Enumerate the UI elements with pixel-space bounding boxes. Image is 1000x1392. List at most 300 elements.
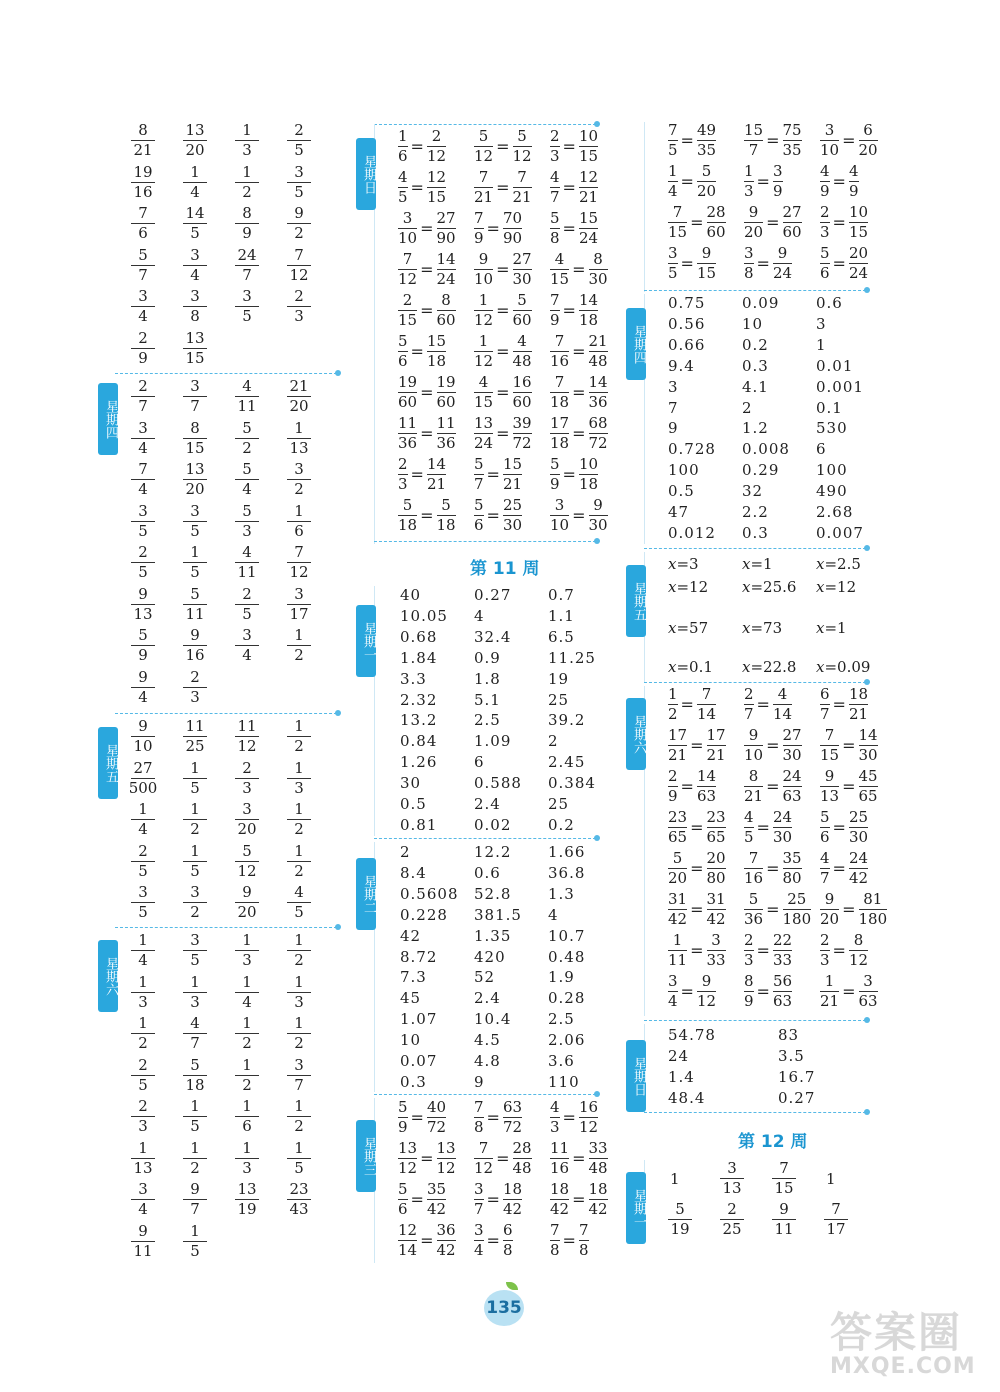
denominator: 2	[668, 705, 678, 724]
equivalent-fraction-equation	[398, 251, 456, 288]
watermark-url: MXQE.COM	[830, 1354, 976, 1379]
numerator: 56	[772, 972, 793, 990]
denominator: 9	[668, 787, 678, 806]
denominator: 18	[550, 434, 570, 453]
denominator: 2	[294, 1117, 304, 1136]
denominator: 12	[426, 147, 447, 166]
section-divider	[374, 1094, 596, 1095]
numerator: 1	[824, 972, 835, 990]
numerator: 9	[701, 244, 712, 262]
fraction	[773, 245, 792, 282]
denominator: 36	[398, 434, 418, 453]
numerator: 19	[436, 373, 456, 391]
fraction	[697, 163, 716, 200]
left-thu-fraction	[235, 544, 259, 581]
equals-sign: =	[766, 859, 780, 879]
numerator: 8	[190, 418, 200, 437]
answer-value: 4.8	[474, 1052, 501, 1070]
equals-sign: =	[756, 941, 770, 961]
equivalent-fraction-equation	[550, 374, 608, 411]
denominator: 30	[588, 270, 608, 289]
fraction	[707, 204, 726, 241]
denominator: 12	[289, 265, 309, 284]
denominator: 2	[294, 861, 304, 880]
equals-sign: =	[750, 578, 764, 596]
equivalent-fraction-equation	[820, 245, 868, 282]
answer-value: 100	[816, 461, 848, 480]
equivalent-fraction-equation	[820, 932, 868, 969]
fraction	[503, 1181, 522, 1218]
numerator: 14	[185, 204, 205, 222]
numerator: 7	[402, 250, 413, 268]
fraction	[550, 497, 569, 534]
denominator: 5	[242, 307, 252, 326]
denominator: 5	[294, 1158, 304, 1177]
left-fri-fraction	[131, 843, 155, 880]
weekday-tab-sun: 星期日	[626, 1040, 646, 1112]
fraction	[744, 245, 754, 282]
denominator: 65	[858, 787, 878, 806]
variable-x: x	[668, 658, 677, 676]
variable-x: x	[742, 578, 751, 596]
equivalent-fraction-equation	[550, 1099, 598, 1136]
numerator: 4	[848, 162, 859, 180]
weekday-tab-thu: 星期四	[626, 308, 646, 380]
numerator: 3	[190, 245, 200, 264]
left-thu-fraction	[287, 420, 311, 457]
fraction	[849, 245, 868, 282]
denominator: 36	[744, 910, 764, 929]
fraction	[503, 497, 522, 534]
numerator: 35	[782, 849, 802, 867]
equals-sign: =	[824, 555, 838, 573]
fraction	[513, 1140, 532, 1177]
denominator: 15	[578, 147, 599, 166]
left-top-fraction	[235, 164, 259, 201]
equivalent-fraction-equation	[668, 973, 716, 1010]
numerator: 4	[190, 1014, 200, 1032]
left-fri-fraction	[235, 801, 259, 838]
weekday-tab-tue: 星期二	[356, 858, 376, 930]
numerator: 1	[294, 717, 304, 735]
numerator: 7	[294, 543, 304, 561]
equivalent-fraction-equation	[820, 122, 878, 159]
denominator: 5	[190, 951, 200, 970]
left-sat-fraction	[235, 932, 259, 969]
denominator: 6	[242, 1117, 252, 1136]
fraction	[550, 128, 560, 165]
numerator: 5	[517, 127, 527, 145]
denominator: 5	[190, 778, 200, 797]
numerator: 3	[242, 287, 252, 305]
left-top-fraction	[131, 247, 155, 284]
denominator: 5	[744, 828, 754, 847]
denominator: 9	[138, 646, 148, 665]
denominator: 17	[826, 1220, 846, 1239]
numerator: 7	[672, 203, 683, 221]
x-equation	[816, 555, 861, 573]
denominator: 6	[820, 264, 830, 283]
left-thu-fraction	[131, 544, 155, 581]
left-sat-fraction	[235, 1098, 259, 1135]
numerator: 68	[588, 414, 608, 432]
numerator: 36	[436, 1221, 456, 1239]
denominator: 14	[696, 705, 717, 724]
denominator: 7	[190, 1200, 200, 1219]
numerator: 1	[242, 1138, 252, 1157]
denominator: 4	[668, 992, 678, 1011]
solution-value: 1	[837, 619, 847, 637]
denominator: 9	[474, 229, 484, 248]
week12-fraction	[668, 1201, 692, 1238]
solution-value: 25.6	[763, 578, 797, 596]
answer-value: 0.3	[400, 1072, 427, 1091]
fraction	[849, 932, 868, 969]
numerator: 8	[593, 250, 603, 268]
numerator: 5	[701, 162, 712, 180]
denominator: 7	[138, 265, 148, 284]
equivalent-fraction-equation	[668, 932, 726, 969]
numerator: 2	[744, 931, 754, 949]
equals-sign: =	[420, 219, 434, 239]
numerator: 13	[185, 328, 205, 347]
equals-sign: =	[410, 178, 424, 198]
numerator: 12	[426, 168, 447, 186]
numerator: 1	[242, 931, 252, 949]
numerator: 3	[402, 209, 413, 227]
left-fri-fraction	[235, 884, 259, 921]
numerator: 3	[727, 1159, 737, 1177]
equivalent-fraction-equation	[550, 210, 598, 247]
denominator: 48	[588, 1159, 608, 1178]
equals-sign: =	[410, 1108, 424, 1128]
fraction	[589, 1181, 608, 1218]
numerator: 1	[190, 1221, 200, 1240]
denominator: 3	[242, 951, 252, 970]
numerator: 7	[748, 849, 759, 867]
answer-value: 4	[548, 905, 559, 924]
equals-sign: =	[750, 555, 764, 573]
equivalent-fraction-equation	[744, 850, 802, 887]
numerator: 5	[441, 496, 451, 514]
fraction	[427, 1099, 446, 1136]
numerator: 1	[294, 931, 304, 949]
fraction	[707, 809, 726, 846]
denominator: 30	[848, 828, 869, 847]
left-sat-fraction	[183, 974, 207, 1011]
numerator: 1	[478, 332, 489, 350]
numerator: 2	[727, 1200, 737, 1218]
fraction	[849, 686, 868, 723]
numerator: 70	[502, 209, 523, 227]
denominator: 12	[436, 1159, 456, 1178]
numerator: 2	[138, 543, 148, 561]
denominator: 80	[706, 869, 726, 888]
denominator: 42	[588, 1200, 608, 1219]
numerator: 27	[436, 209, 456, 227]
equivalent-fraction-equation	[820, 973, 878, 1010]
denominator: 3	[138, 1117, 148, 1136]
denominator: 21	[668, 746, 688, 765]
answer-value: 9	[474, 1072, 485, 1091]
denominator: 8	[744, 264, 754, 283]
equivalent-fraction-equation	[744, 768, 802, 805]
equals-sign: =	[766, 900, 780, 920]
equivalent-fraction-equation	[668, 727, 726, 764]
fraction	[427, 128, 446, 165]
answer-value: 47	[668, 503, 690, 521]
fraction	[820, 163, 830, 200]
fraction	[744, 850, 763, 887]
equivalent-fraction-equation	[744, 973, 792, 1010]
equivalent-fraction-equation	[474, 128, 532, 165]
equals-sign: =	[572, 383, 586, 403]
numerator: 27	[512, 250, 532, 268]
weekday-tab-fri: 星期五	[98, 727, 118, 799]
equivalent-fraction-equation	[668, 163, 716, 200]
weekday-tab-mon: 星期一	[626, 1172, 646, 1244]
fraction	[474, 251, 493, 288]
answer-value: 1.09	[474, 732, 512, 751]
left-top-fraction	[183, 330, 207, 367]
answer-value: 1.84	[400, 648, 438, 667]
numerator: 18	[588, 1180, 608, 1198]
numerator: 2	[190, 667, 200, 686]
equivalent-fraction-equation	[398, 1140, 456, 1177]
equivalent-fraction-equation	[550, 1181, 608, 1218]
answer-value: 3.6	[548, 1052, 575, 1070]
left-thu-fraction	[287, 586, 311, 623]
fraction	[550, 1140, 569, 1177]
fraction	[503, 210, 522, 247]
x-equation	[742, 578, 796, 596]
numerator: 4	[550, 168, 560, 186]
fraction	[589, 497, 608, 534]
fraction	[707, 891, 726, 928]
variable-x: x	[742, 619, 751, 637]
left-thu-fraction	[131, 378, 155, 415]
numerator: 9	[190, 626, 200, 644]
denominator: 21	[578, 188, 599, 207]
variable-x: x	[668, 578, 677, 596]
numerator: 4	[820, 162, 830, 180]
answer-value: 2.45	[548, 753, 586, 772]
denominator: 11	[774, 1220, 794, 1239]
denominator: 33	[772, 951, 793, 970]
numerator: 13	[398, 1139, 418, 1157]
denominator: 5	[190, 1117, 200, 1136]
left-sat-fraction	[131, 1098, 155, 1135]
numerator: 3	[242, 626, 252, 644]
numerator: 2	[138, 841, 148, 860]
x-equation	[742, 619, 782, 637]
solution-value: 2.5	[837, 555, 861, 573]
denominator: 180	[782, 910, 812, 929]
fraction	[859, 122, 878, 159]
equals-sign: =	[680, 131, 694, 151]
numerator: 1	[138, 931, 148, 949]
numerator: 28	[512, 1139, 532, 1157]
equals-sign: =	[690, 859, 704, 879]
denominator: 7	[744, 705, 754, 724]
numerator: 9	[190, 1180, 200, 1198]
numerator: 33	[588, 1139, 608, 1157]
answer-value: 1.26	[400, 753, 438, 772]
denominator: 18	[398, 516, 418, 535]
numerator: 4	[820, 849, 830, 867]
left-fri-fraction	[287, 801, 311, 838]
denominator: 20	[185, 141, 205, 160]
numerator: 7	[474, 1098, 484, 1116]
answer-value: 0.5	[668, 482, 695, 501]
denominator: 30	[772, 828, 793, 847]
fraction	[579, 456, 598, 493]
denominator: 9	[242, 224, 252, 243]
equals-sign: =	[756, 695, 770, 715]
denominator: 21	[474, 188, 494, 207]
numerator: 2	[820, 931, 830, 949]
left-fri-fraction	[287, 718, 311, 755]
denominator: 7	[138, 397, 148, 416]
denominator: 8	[190, 307, 200, 326]
fraction	[474, 210, 484, 247]
fraction	[398, 251, 417, 288]
denominator: 21	[502, 475, 523, 494]
numerator: 8	[748, 767, 759, 785]
fraction	[398, 374, 417, 411]
left-fri-fraction	[235, 718, 259, 755]
answer-value: 8.4	[400, 863, 427, 882]
fraction	[513, 333, 532, 370]
section-divider	[115, 373, 337, 374]
numerator: 7	[554, 373, 565, 391]
fraction	[398, 1140, 417, 1177]
denominator: 12	[237, 861, 257, 880]
answer-value: 3.3	[400, 669, 427, 688]
fraction	[820, 973, 839, 1010]
numerator: 5	[474, 455, 484, 473]
equals-sign: =	[676, 578, 690, 596]
denominator: 12	[696, 992, 717, 1011]
answer-value: 45	[400, 989, 422, 1008]
left-thu-fraction	[183, 627, 207, 664]
equivalent-fraction-equation	[550, 169, 598, 206]
denominator: 7	[820, 869, 830, 888]
fraction	[744, 891, 763, 928]
equivalent-fraction-equation	[474, 497, 522, 534]
denominator: 15	[820, 746, 840, 765]
fraction	[427, 333, 446, 370]
numerator: 17	[668, 726, 688, 744]
numerator: 1	[478, 291, 489, 309]
section-divider	[115, 713, 337, 714]
answer-value: 0.29	[742, 461, 780, 480]
fraction	[820, 850, 830, 887]
denominator: 7	[294, 1075, 304, 1094]
equivalent-fraction-equation	[668, 122, 716, 159]
fraction	[550, 169, 560, 206]
fraction	[668, 809, 687, 846]
denominator: 5	[190, 563, 200, 582]
numerator: 15	[426, 332, 447, 350]
denominator: 42	[668, 910, 688, 929]
answer-value: 0.2	[742, 335, 769, 354]
numerator: 8	[744, 972, 754, 990]
denominator: 15	[398, 311, 418, 330]
fraction	[503, 456, 522, 493]
numerator: 5	[820, 808, 830, 826]
numerator: 31	[706, 890, 726, 908]
left-sat-fraction	[131, 1181, 155, 1218]
denominator: 18	[426, 352, 447, 371]
answer-value: 490	[816, 482, 848, 501]
denominator: 65	[668, 828, 688, 847]
left-fri-fraction	[128, 758, 158, 797]
denominator: 72	[426, 1118, 447, 1137]
equals-sign: =	[496, 383, 510, 403]
numerator: 7	[578, 1221, 589, 1239]
fraction	[474, 456, 484, 493]
numerator: 1	[242, 162, 252, 181]
numerator: 12	[578, 168, 599, 186]
fraction	[398, 1099, 408, 1136]
numerator: 17	[706, 726, 726, 744]
denominator: 7	[820, 705, 830, 724]
equivalent-fraction-equation	[398, 1181, 446, 1218]
denominator: 5	[668, 264, 678, 283]
denominator: 18	[436, 516, 456, 535]
weekday-tab-sat: 星期六	[626, 698, 646, 770]
denominator: 2	[294, 224, 304, 243]
equals-sign: =	[420, 260, 434, 280]
answer-value: 0.012	[668, 523, 716, 542]
denominator: 3	[242, 1158, 252, 1177]
equals-sign: =	[496, 424, 510, 444]
numerator: 1	[190, 841, 200, 860]
numerator: 25	[787, 890, 807, 908]
equivalent-fraction-equation	[744, 686, 792, 723]
numerator: 11	[436, 414, 456, 432]
equals-sign: =	[832, 695, 846, 715]
numerator: 9	[779, 1200, 789, 1218]
numerator: 28	[706, 203, 726, 221]
numerator: 1	[138, 1014, 148, 1032]
left-thu-fraction	[131, 503, 155, 540]
x-equation	[668, 555, 699, 573]
denominator: 48	[512, 352, 532, 371]
equivalent-fraction-equation	[744, 163, 783, 200]
numerator: 1	[138, 1138, 148, 1157]
denominator: 10	[133, 737, 153, 756]
fraction	[859, 727, 878, 764]
answer-value: 2	[548, 732, 559, 751]
left-thu-fraction	[287, 378, 311, 415]
equals-sign: =	[420, 1149, 434, 1169]
denominator: 4	[668, 182, 678, 201]
equals-sign: =	[842, 982, 856, 1002]
left-top-fraction	[287, 122, 311, 159]
denominator: 25	[722, 1220, 742, 1239]
left-thu-fraction	[183, 503, 207, 540]
denominator: 2	[294, 480, 304, 499]
fraction	[550, 1181, 569, 1218]
numerator: 19	[398, 373, 418, 391]
left-top-fraction	[131, 288, 155, 325]
fraction	[437, 1140, 456, 1177]
denominator: 5	[138, 1075, 148, 1094]
numerator: 9	[748, 726, 759, 744]
numerator: 9	[824, 890, 835, 908]
